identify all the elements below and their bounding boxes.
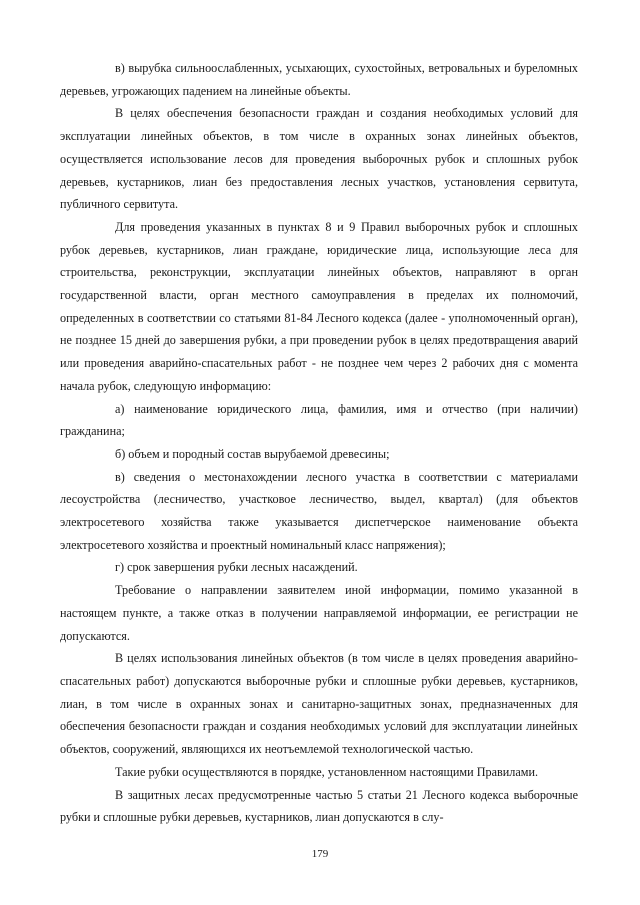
paragraph-procedure: Такие рубки осуществляются в порядке, установленном настоящими Правилами. [115,764,539,779]
paragraph-linear-objects-felling: В целях использования линейных объектов (в том числе в целях проведения аварийно-спасательных работ) допускаются выборочные рубки и сплошные рубки деревьев, кустарников, лиан, в том числе в охранных зонах и санитарно-защитных зонах, предназначенных для обеспечения безопасности граждан и создания необходимых условий для эксплуатации линейных объектов, сооружений, являющихся их неотъемлемой технологической частью. [60,651,578,757]
paragraph-felling-item-v: в) вырубка сильноослабленных, усыхающих, сухостойных, ветровальных и буреломных деревьев, угрожающих падением на линейные объекты. [60,61,578,98]
list-item-a: а) наименование юридического лица, фамилия, имя и отчество (при наличии) гражданина; [60,401,578,439]
list-item-b: б) объем и породный состав вырубаемой древесины; [115,446,390,461]
paragraph-protective-forests: В защитных лесах предусмотренные частью 5 статьи 21 Лесного кодекса выборочные рубки и сплошные рубки деревьев, кустарников, лиан допускаются в слу- [60,787,578,825]
paragraph-notification-requirement: Для проведения указанных в пунктах 8 и 9 Правил выборочных рубок и сплошных рубок деревьев, кустарников, лиан граждане, юридические лица, использующие леса для строительства, реконструкции, эксплуатации линейных объектов, направляют в орган государственной власти, орган местного самоуправления в пределах их полномочий, определенных в соответствии со статьями 81-84 Лесного кодекса (далее - уполномоченный орган), не позднее 15 дней до завершения рубки, а при проведении рубок в целях предотвращения аварий или проведения аварийно-спасательных работ - не позднее чем через 2 рабочих дня с момента начала рубок, следующую информацию: [60,219,578,393]
paragraph-safety-purpose: В целях обеспечения безопасности граждан и создания необходимых условий для эксплуатации линейных объектов, в том числе в охранных зонах линейных объектов, осуществляется использование лесов для проведения выборочных рубок и сплошных рубок деревьев, кустарников, лиан без предоставления лесных участков, установления сервитута, публичного сервитута. [60,106,578,212]
page-number: 179 [311,848,329,860]
paragraph-no-extra-info: Требование о направлении заявителем иной информации, помимо указанной в настоящем пункте, а также отказ в получении направляемой информации, ее регистрации не допускаются. [60,583,578,643]
list-item-v: в) сведения о местонахождении лесного участка в соответствии с материалами лесоустройства (лесничество, участковое лесничество, выдел, квартал) (для объектов электросетевого хозяйства также указывается диспетчерское наименование объекта электросетевого хозяйства и проектный номинальный класс напряжения); [60,469,578,552]
document-body [60,57,578,829]
list-item-g: г) срок завершения рубки лесных насаждений. [115,560,358,575]
